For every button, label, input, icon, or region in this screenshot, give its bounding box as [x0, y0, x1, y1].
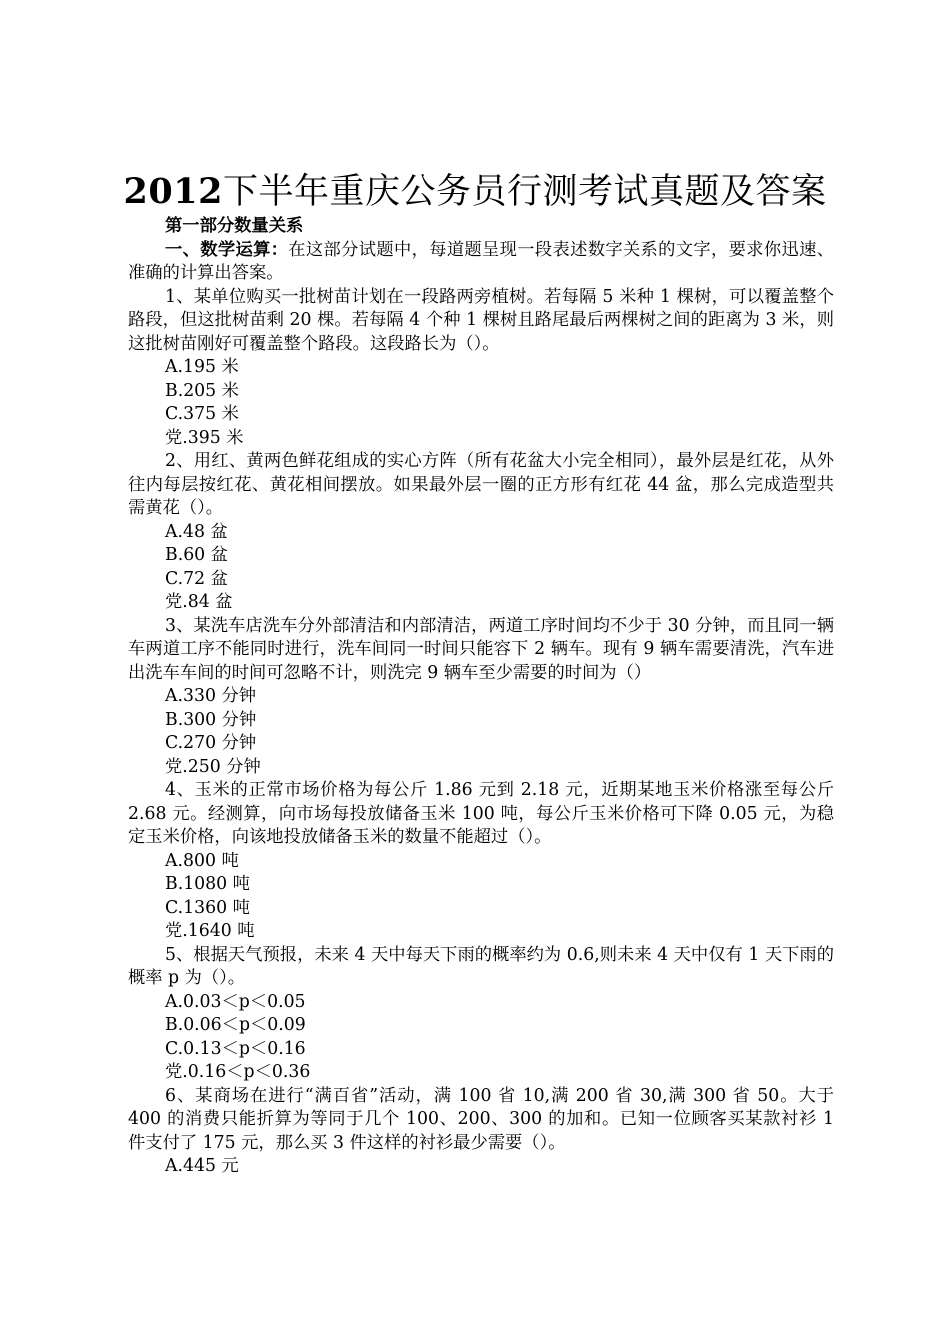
option-d: 党.0.16＜p＜0.36 — [165, 1062, 311, 1082]
document-body — [128, 215, 834, 1179]
option-d: 党.395 米 — [165, 427, 244, 448]
option-a: A.195 米 — [165, 357, 239, 377]
question-3 — [128, 615, 834, 780]
option-a: A.800 吨 — [165, 850, 239, 871]
option-a: A.445 元 — [165, 1156, 239, 1176]
option-d: 党.84 盆 — [165, 592, 233, 612]
section-intro — [128, 239, 834, 286]
question-stem: 6、某商场在进行“满百省”活动，满 100 省 10,满 200 省 30,满 300 省 50。大于 400 的消费只能折算为等同于几个 100、200、300 的加和。已知一位顾客买某款衬衫 1 件支付了 175 元，那么买 3 件这样的衬衫最少需要（）。 — [128, 1085, 834, 1153]
option-b: B.60 盆 — [165, 545, 228, 565]
option-a: A.330 分钟 — [165, 686, 257, 706]
section-heading: 第一部分数量关系 — [165, 216, 304, 236]
question-stem: 4、玉米的正常市场价格为每公斤 1.86 元到 2.18 元，近期某地玉米价格涨至每公斤 2.68 元。经测算，向市场每投放储备玉米 100 吨，每公斤玉米价格可下降 0.05 元，为稳定玉米价格，向该地投放储备玉米的数量不能超过（）。 — [128, 780, 834, 847]
option-c: C.375 米 — [165, 404, 239, 424]
question-2 — [128, 450, 834, 615]
option-d: 党.1640 吨 — [165, 921, 255, 941]
option-b: B.300 分钟 — [165, 709, 257, 730]
option-a: A.0.03＜p＜0.05 — [165, 991, 306, 1012]
question-4 — [128, 779, 834, 944]
page-title — [0, 170, 950, 214]
title-year: 2012 — [123, 171, 223, 212]
option-c: C.1360 吨 — [165, 897, 250, 918]
option-b: B.1080 吨 — [165, 874, 250, 894]
question-stem: 1、某单位购买一批树苗计划在一段路两旁植树。若每隔 5 米种 1 棵树，可以覆盖整个路段，但这批树苗剩 20 棵。若每隔 4 个种 1 棵树且路尾最后两棵树之间的距离为 3 米，则这批树苗刚好可覆盖整个路段。这段路长为（）。 — [128, 286, 834, 354]
option-c: C.0.13＜p＜0.16 — [165, 1038, 306, 1059]
option-c: C.270 分钟 — [165, 733, 257, 753]
option-b: B.205 米 — [165, 380, 239, 401]
option-d: 党.250 分钟 — [165, 756, 261, 777]
intro-text: 在这部分试题中，每道题呈现一段表述数字关系的文字，要求你迅速、准确的计算出答案。 — [128, 239, 834, 283]
title-text: 下半年重庆公务员行测考试真题及答案 — [222, 172, 827, 212]
question-stem: 5、根据天气预报，未来 4 天中每天下雨的概率约为 0.6,则未来 4 天中仅有 1 天下雨的概率 p 为（）。 — [128, 944, 834, 988]
question-1 — [128, 286, 834, 451]
question-stem: 3、某洗车店洗车分外部清洁和内部清洁，两道工序时间均不少于 30 分钟，而且同一辆车两道工序不能同时进行，洗车间同一时间只能容下 2 辆车。现有 9 辆车需要清洗，汽车进出洗车车间的时间可忽略不计，则洗完 9 辆车至少需要的时间为（） — [128, 615, 834, 683]
question-stem: 2、用红、黄两色鲜花组成的实心方阵（所有花盆大小完全相同），最外层是红花，从外往内每层按红花、黄花相间摆放。如果最外层一圈的正方形有红花 44 盆，那么完成造型共需黄花（）。 — [128, 451, 834, 518]
option-c: C.72 盆 — [165, 568, 228, 589]
option-b: B.0.06＜p＜0.09 — [165, 1015, 306, 1035]
intro-label: 一、数学运算： — [165, 239, 289, 260]
option-a: A.48 盆 — [165, 521, 228, 542]
question-5 — [128, 944, 834, 1085]
question-6 — [128, 1085, 834, 1179]
